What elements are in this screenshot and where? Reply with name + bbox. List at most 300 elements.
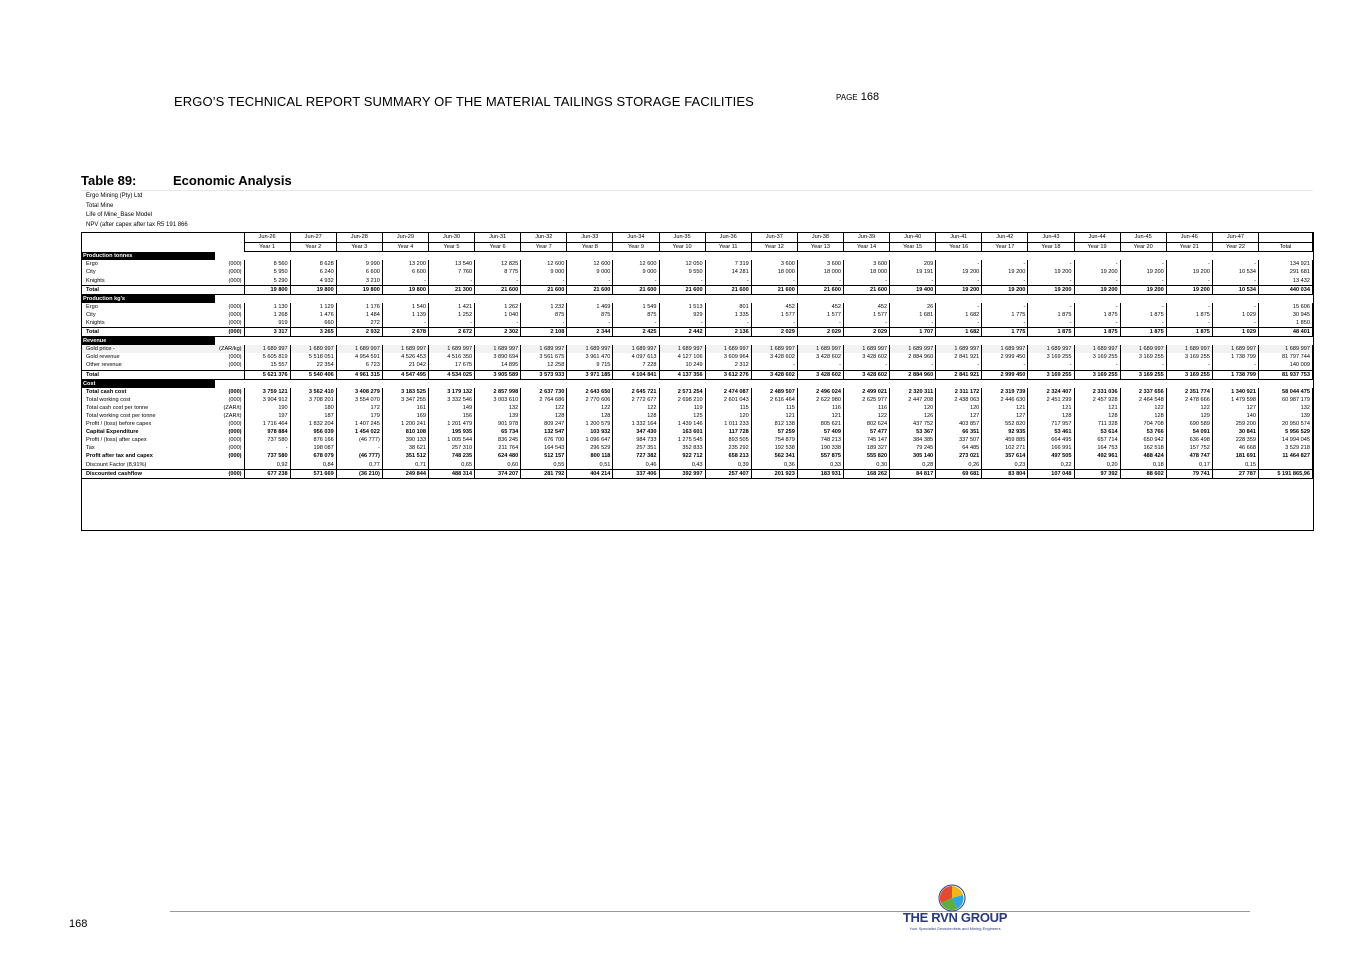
row-label: Profit after tax and capex (86, 453, 153, 460)
table-cell: 929 (659, 311, 705, 319)
table-cell: 2 029 (843, 328, 889, 337)
table-cell: 66 351 (936, 428, 982, 436)
table-cell: 452 (751, 303, 797, 311)
table-cell: 660 (290, 319, 336, 328)
date-header-cell: Jun-30 (428, 233, 474, 243)
table-cell: 748 213 (797, 436, 843, 444)
table-cell: 337 406 (613, 469, 659, 478)
table-cell: - (705, 319, 751, 328)
table-cell: 384 385 (890, 436, 936, 444)
date-header-cell: Jun-47 (1212, 233, 1258, 243)
table-cell: 437 752 (890, 420, 936, 428)
row-label: City (86, 269, 96, 276)
table-cell: (46 777) (336, 436, 382, 444)
table-cell: 2 337 656 (1120, 388, 1166, 396)
table-cell: 1 577 (843, 311, 889, 319)
table-cell: - (982, 361, 1028, 370)
table-cell: - (1074, 260, 1120, 268)
table-cell: - (336, 444, 382, 452)
table-cell: 19 200 (982, 285, 1028, 294)
year-header-cell: Year 15 (890, 242, 936, 252)
table-cell: 249 844 (382, 469, 428, 478)
year-header-cell: Year 16 (936, 242, 982, 252)
table-cell: 2 643 650 (567, 388, 613, 396)
table-cell: 1 232 (521, 303, 567, 311)
table-cell: 3 904 912 (244, 396, 290, 404)
year-header-cell: Year 5 (428, 242, 474, 252)
footer-page-number: 168 (69, 918, 88, 930)
row-unit: (000) (228, 429, 242, 436)
table-cell: 1 689 997 (428, 345, 474, 353)
table-row (81, 444, 1313, 452)
table-cell: 3 971 185 (567, 370, 613, 379)
table-cell: 800 118 (567, 452, 613, 460)
table-cell: 0,43 (659, 461, 705, 470)
logo-tagline: Your Specialist Geoscientists and Mining Engineers (909, 926, 1001, 931)
table-cell: - (890, 276, 936, 285)
table-cell: 2 672 (428, 328, 474, 337)
table-cell: 5 950 (244, 268, 290, 276)
date-header-cell: Jun-46 (1166, 233, 1212, 243)
table-cell: 2 464 548 (1120, 396, 1166, 404)
table-cell: - (613, 319, 659, 328)
table-cell: 126 (890, 412, 936, 420)
table-cell: 189 327 (843, 444, 889, 452)
table-cell: 2 678 (382, 328, 428, 337)
table-cell: 745 147 (843, 436, 889, 444)
table-cell: 8 775 (475, 268, 521, 276)
page-prefix: PAGE (836, 93, 858, 102)
table-cell: 0,23 (982, 461, 1028, 470)
table-cell: 0,39 (705, 461, 751, 470)
table-cell: 347 430 (613, 428, 659, 436)
table-cell: 452 (843, 303, 889, 311)
table-cell: 901 978 (475, 420, 521, 428)
table-cell: 678 079 (290, 452, 336, 460)
table-cell: 19 200 (936, 285, 982, 294)
table-cell: 1 689 997 (797, 345, 843, 353)
table-cell: 122 (1166, 404, 1212, 412)
table-cell: 6 600 (336, 268, 382, 276)
table-cell: 2 320 311 (890, 388, 936, 396)
table-cell: 3 428 602 (843, 370, 889, 379)
table-cell: 3 573 933 (521, 370, 567, 379)
year-header-cell: Year 20 (1120, 242, 1166, 252)
table-cell: - (843, 361, 889, 370)
table-cell: 1 252 (428, 311, 474, 319)
table-cell: 129 (1166, 412, 1212, 420)
table-cell: 1 875 (1120, 328, 1166, 337)
year-header-cell: Year 4 (382, 242, 428, 252)
table-cell: - (797, 276, 843, 285)
table-cell: 727 382 (613, 452, 659, 460)
table-cell: 121 (751, 412, 797, 420)
table-cell: 6 600 (382, 268, 428, 276)
row-unit: (000) (228, 354, 242, 361)
table-cell: - (1028, 260, 1074, 268)
table-cell: 0,65 (428, 461, 474, 470)
table-cell: 12 600 (613, 260, 659, 268)
table-row (81, 353, 1313, 361)
page-number: 168 (860, 91, 880, 103)
table-cell: 19 800 (382, 285, 428, 294)
table-cell: 121 (797, 412, 843, 420)
table-caption (81, 173, 292, 188)
table-cell: 2 446 630 (982, 396, 1028, 404)
table-cell: 179 (336, 412, 382, 420)
table-cell: 2 478 666 (1166, 396, 1212, 404)
table-cell: - (797, 361, 843, 370)
table-cell: 201 923 (751, 469, 797, 478)
section-header-row (81, 337, 1313, 346)
table-cell: - (705, 276, 751, 285)
table-cell: 19 400 (890, 285, 936, 294)
table-cell: 1 577 (751, 311, 797, 319)
row-label: Discount Factor (8,91%) (86, 461, 147, 468)
table-cell: - (1074, 276, 1120, 285)
table-cell: 1 040 (475, 311, 521, 319)
table-cell: 3 600 (797, 260, 843, 268)
table-cell: 3 612 276 (705, 370, 751, 379)
table-cell: 1 689 997 (1212, 345, 1258, 353)
table-row (81, 260, 1313, 268)
table-cell: 1 689 997 (1166, 345, 1212, 353)
table-cell: 0,77 (336, 461, 382, 470)
table-cell: 801 (705, 303, 751, 311)
table-cell: 1 421 (428, 303, 474, 311)
scope-label: Total Mine (86, 202, 114, 209)
table-cell: - (244, 444, 290, 452)
row-label: Total (81, 370, 215, 379)
table-cell: 2 351 774 (1166, 388, 1212, 396)
table-cell: - (1166, 276, 1212, 285)
table-cell: 22 354 (290, 361, 336, 370)
table-cell: 737 580 (244, 436, 290, 444)
table-row (81, 404, 1313, 412)
table-cell: 296 529 (567, 444, 613, 452)
section-spacer (215, 379, 1312, 388)
table-cell: - (1120, 319, 1166, 328)
table-cell: 3 169 255 (1120, 353, 1166, 361)
table-cell: 1 689 997 (1074, 345, 1120, 353)
row-total-cell: 14 994 045 (1258, 436, 1312, 444)
table-cell: 4 516 350 (428, 353, 474, 361)
table-cell: - (475, 319, 521, 328)
table-cell: 12 050 (659, 260, 705, 268)
table-cell: 404 214 (567, 469, 613, 478)
section-header-row (81, 379, 1313, 388)
table-cell: 27 787 (1212, 469, 1258, 478)
table-cell: - (1074, 361, 1120, 370)
table-cell: 1 476 (290, 311, 336, 319)
row-total-cell: 132 (1258, 404, 1312, 412)
table-cell: 1 513 (659, 303, 705, 311)
table-cell: 132 (475, 404, 521, 412)
table-cell: 2 489 507 (751, 388, 797, 396)
table-cell: 187 (290, 412, 336, 420)
table-cell: 351 512 (382, 452, 428, 460)
row-label: Ergo (86, 303, 98, 310)
caption-divider (81, 190, 1313, 191)
table-cell: 3 169 255 (1120, 370, 1166, 379)
table-cell: 876 166 (290, 436, 336, 444)
table-cell: 7 760 (428, 268, 474, 276)
table-cell: 492 961 (1074, 452, 1120, 460)
table-cell: 198 087 (290, 444, 336, 452)
table-cell: 1 029 (1212, 311, 1258, 319)
table-row (81, 420, 1313, 428)
row-total-cell: 140 009 (1258, 361, 1312, 370)
table-cell: 122 (521, 404, 567, 412)
table-row (81, 345, 1313, 353)
table-cell: 19 200 (1166, 285, 1212, 294)
table-cell: 1 707 (890, 328, 936, 337)
table-cell: 1 689 997 (290, 345, 336, 353)
table-cell: 122 (613, 404, 659, 412)
table-cell: 122 (1120, 404, 1166, 412)
table-cell: 1 875 (1074, 328, 1120, 337)
table-cell: 1 484 (336, 311, 382, 319)
date-header-cell: Jun-44 (1074, 233, 1120, 243)
table-cell: - (659, 319, 705, 328)
table-cell: 0,92 (244, 461, 290, 470)
table-cell: - (1028, 303, 1074, 311)
table-cell: 3 428 602 (751, 353, 797, 361)
table-cell: 257 407 (705, 469, 751, 478)
table-cell: 9 990 (336, 260, 382, 268)
row-unit: (000) (228, 437, 242, 444)
table-cell: 809 247 (521, 420, 567, 428)
table-cell: 3 169 255 (1166, 353, 1212, 361)
table-cell: 21 600 (843, 285, 889, 294)
table-cell: 26 (890, 303, 936, 311)
table-cell: 10 534 (1212, 285, 1258, 294)
table-cell: 0,51 (567, 461, 613, 470)
row-total-cell: 20 950 574 (1258, 420, 1312, 428)
table-cell: 0,33 (797, 461, 843, 470)
table-cell: 1 689 997 (336, 345, 382, 353)
table-row (81, 268, 1313, 276)
table-cell: 10 249 (659, 361, 705, 370)
table-cell: 273 021 (936, 452, 982, 460)
table-cell: 802 624 (843, 420, 889, 428)
section-header-row (81, 294, 1313, 303)
table-cell: 21 600 (613, 285, 659, 294)
table-cell: 127 (1212, 404, 1258, 412)
table-cell: 88 602 (1120, 469, 1166, 478)
table-cell: 19 200 (1028, 285, 1074, 294)
table-cell: 2 616 464 (751, 396, 797, 404)
table-cell: 272 (336, 319, 382, 328)
year-header-cell: Total (1258, 242, 1312, 252)
table-cell: 1 011 233 (705, 420, 751, 428)
table-cell: 403 857 (936, 420, 982, 428)
table-cell: 162 518 (1120, 444, 1166, 452)
table-row (81, 452, 1313, 460)
table-cell: 0,30 (843, 461, 889, 470)
table-cell: 19 191 (890, 268, 936, 276)
row-total-cell: 3 529 218 (1258, 444, 1312, 452)
table-cell: 352 833 (659, 444, 705, 452)
table-cell: 3 600 (843, 260, 889, 268)
table-cell: 1 689 997 (613, 345, 659, 353)
table-cell: - (936, 276, 982, 285)
table-cell: - (1212, 361, 1258, 370)
table-cell: 190 338 (797, 444, 843, 452)
table-cell: 116 (797, 404, 843, 412)
table-cell: 53 614 (1074, 428, 1120, 436)
table-cell: 19 200 (1074, 268, 1120, 276)
table-cell: 3 169 255 (1028, 370, 1074, 379)
table-cell: 337 507 (936, 436, 982, 444)
report-header-title: ERGO’S TECHNICAL REPORT SUMMARY OF THE MATERIAL TAILINGS STORAGE FACILITIES (174, 94, 754, 109)
table-cell: 19 200 (1166, 268, 1212, 276)
table-cell: 1 689 997 (843, 345, 889, 353)
table-cell: 2 841 921 (936, 370, 982, 379)
table-cell: 2 029 (797, 328, 843, 337)
section-label: Production tonnes (81, 252, 215, 261)
table-cell: 116 (843, 404, 889, 412)
table-cell: 9 000 (521, 268, 567, 276)
table-cell: 4 534 025 (428, 370, 474, 379)
table-cell: 12 600 (521, 260, 567, 268)
table-cell: 53 461 (1028, 428, 1074, 436)
table-cell: 183 931 (797, 469, 843, 478)
table-cell: 512 157 (521, 452, 567, 460)
date-header-cell: Jun-31 (475, 233, 521, 243)
table-cell: 102 271 (982, 444, 1028, 452)
year-header-cell: Year 9 (613, 242, 659, 252)
table-cell: 1 738 799 (1212, 370, 1258, 379)
date-header-cell: Jun-27 (290, 233, 336, 243)
table-cell: 97 392 (1074, 469, 1120, 478)
table-cell: 562 341 (751, 452, 797, 460)
table-cell: 3 169 255 (1028, 353, 1074, 361)
year-header-cell: Year 21 (1166, 242, 1212, 252)
table-cell: - (890, 319, 936, 328)
table-cell: 257 310 (428, 444, 474, 452)
table-cell: 2 999 450 (982, 370, 1028, 379)
table-cell: 120 (890, 404, 936, 412)
table-cell: 115 (751, 404, 797, 412)
table-row (81, 469, 1313, 478)
date-header-cell: Jun-36 (705, 233, 751, 243)
table-cell: 3 554 070 (336, 396, 382, 404)
row-unit: (000) (228, 261, 242, 268)
table-cell: 69 681 (936, 469, 982, 478)
table-cell: 2 857 998 (475, 388, 521, 396)
year-header-cell: Year 19 (1074, 242, 1120, 252)
row-unit: (000) (228, 269, 242, 276)
table-cell: - (1212, 276, 1258, 285)
table-cell: 2 331 036 (1074, 388, 1120, 396)
date-header-cell: Jun-34 (613, 233, 659, 243)
table-cell: 169 (382, 412, 428, 420)
table-cell: 21 600 (751, 285, 797, 294)
row-total-cell: 13 432 (1258, 276, 1312, 285)
table-cell: 497 505 (1028, 452, 1074, 460)
date-header-cell: Jun-29 (382, 233, 428, 243)
row-unit (215, 285, 244, 294)
date-header-cell: Jun-38 (797, 233, 843, 243)
table-cell: 121 (1074, 404, 1120, 412)
table-cell: 737 580 (244, 452, 290, 460)
row-label: Capital Expenditure (86, 429, 139, 436)
table-cell: - (936, 260, 982, 268)
table-cell: 19 200 (1028, 268, 1074, 276)
table-cell: 1 479 598 (1212, 396, 1258, 404)
table-cell: 2 324 407 (1028, 388, 1074, 396)
table-cell: 1 682 (936, 328, 982, 337)
table-cell: 164 753 (1074, 444, 1120, 452)
row-unit: (000) (215, 469, 244, 478)
table-caption-title: Economic Analysis (173, 173, 292, 188)
table-cell: 3 428 602 (751, 370, 797, 379)
table-cell: 209 (890, 260, 936, 268)
table-cell: 4 127 106 (659, 353, 705, 361)
table-cell: 875 (613, 311, 659, 319)
date-header-cell: Jun-41 (936, 233, 982, 243)
table-cell: 2 474 087 (705, 388, 751, 396)
table-cell: 3 317 (244, 328, 290, 337)
table-cell: - (1120, 260, 1166, 268)
table-cell: - (982, 319, 1028, 328)
date-header-blank (1258, 233, 1312, 243)
table-cell: 92 935 (982, 428, 1028, 436)
table-cell: 0,36 (751, 461, 797, 470)
table-cell: 21 300 (428, 285, 474, 294)
table-cell: - (567, 319, 613, 328)
table-cell: 190 (244, 404, 290, 412)
table-cell: 2 698 210 (659, 396, 705, 404)
table-cell: - (1166, 361, 1212, 370)
row-total-cell: 5 956 529 (1258, 428, 1312, 436)
table-cell: - (936, 319, 982, 328)
table-cell: 46 668 (1212, 444, 1258, 452)
table-cell: 711 328 (1074, 420, 1120, 428)
table-cell: 281 792 (521, 469, 567, 478)
table-cell: 5 290 (244, 276, 290, 285)
table-cell: 8 560 (244, 260, 290, 268)
npv-label: NPV (after capex after tax R5 191 866 (86, 222, 188, 228)
table-cell: - (382, 276, 428, 285)
table-cell: 2 499 021 (843, 388, 889, 396)
table-cell: 2 884 960 (890, 353, 936, 361)
table-cell: 650 942 (1120, 436, 1166, 444)
year-header-cell: Year 1 (244, 242, 290, 252)
table-cell: 657 714 (1074, 436, 1120, 444)
table-cell: 893 505 (705, 436, 751, 444)
table-cell: 156 (428, 412, 474, 420)
table-cell: 922 712 (659, 452, 705, 460)
table-cell: - (475, 276, 521, 285)
table-cell: 956 039 (290, 428, 336, 436)
table-cell: - (428, 276, 474, 285)
table-cell: 1 540 (382, 303, 428, 311)
row-unit: (000) (228, 303, 242, 310)
section-spacer (215, 294, 1312, 303)
table-cell: 19 200 (936, 268, 982, 276)
table-cell: 2 438 063 (936, 396, 982, 404)
table-cell: 54 091 (1166, 428, 1212, 436)
table-cell: 180 (290, 404, 336, 412)
table-cell: 128 (1074, 412, 1120, 420)
table-cell: 13 200 (382, 260, 428, 268)
table-cell: 0,17 (1166, 461, 1212, 470)
table-cell: 812 138 (751, 420, 797, 428)
table-cell: 3 759 121 (244, 388, 290, 396)
table-row (81, 328, 1313, 337)
